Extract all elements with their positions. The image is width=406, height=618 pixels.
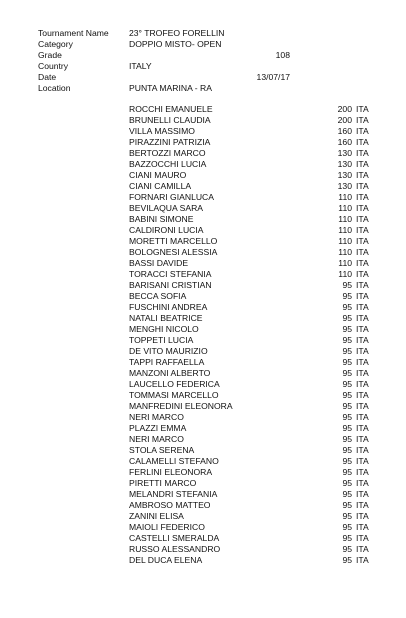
player-name: TAPPI RAFFAELLA [129,357,205,367]
player-country: ITA [356,555,369,565]
player-row [0,467,406,478]
player-points: 95 [342,280,352,290]
player-row [0,445,406,456]
player-row [0,148,406,159]
tournament-value: 23° TROFEO FORELLIN [129,28,225,38]
player-name: MAIOLI FEDERICO [129,522,205,532]
player-country: ITA [356,401,369,411]
player-row [0,357,406,368]
player-name: RUSSO ALESSANDRO [129,544,221,554]
player-row [0,181,406,192]
player-row [0,533,406,544]
player-points: 95 [342,379,352,389]
player-points: 95 [342,511,352,521]
player-points: 110 [338,269,352,279]
player-row [0,555,406,566]
player-points: 95 [342,335,352,345]
player-points: 95 [342,489,352,499]
player-country: ITA [356,170,369,180]
player-country: ITA [356,335,369,345]
player-points: 95 [342,522,352,532]
player-country: ITA [356,368,369,378]
player-points: 130 [337,181,352,191]
country-label: Country [38,61,69,71]
player-points: 95 [342,478,352,488]
player-points: 160 [337,137,352,147]
player-country: ITA [356,544,369,554]
player-points: 95 [342,346,352,356]
player-name: MANZONI ALBERTO [129,368,211,378]
location-value: PUNTA MARINA - RA [129,83,212,93]
player-points: 95 [342,302,352,312]
player-country: ITA [356,181,369,191]
player-row [0,434,406,445]
player-points: 95 [342,533,352,543]
player-name: LAUCELLO FEDERICA [129,379,220,389]
player-name: VILLA MASSIMO [129,126,195,136]
player-row [0,313,406,324]
player-points: 95 [342,412,352,422]
player-row [0,159,406,170]
player-country: ITA [356,302,369,312]
country-value: ITALY [129,61,152,71]
date-row [0,72,406,83]
player-row [0,456,406,467]
date-value: 13/07/17 [256,72,290,82]
player-row [0,335,406,346]
player-country: ITA [356,390,369,400]
player-row [0,500,406,511]
player-name: BAZZOCCHI LUCIA [129,159,207,169]
player-points: 95 [342,291,352,301]
player-country: ITA [356,357,369,367]
player-name: TORACCI STEFANIA [129,269,212,279]
player-name: MANFREDINI ELEONORA [129,401,233,411]
player-name: BARISANI CRISTIAN [129,280,212,290]
player-country: ITA [356,126,369,136]
player-country: ITA [356,500,369,510]
player-country: ITA [356,214,369,224]
player-country: ITA [356,511,369,521]
player-points: 95 [342,368,352,378]
player-points: 110 [338,258,352,268]
player-points: 130 [337,170,352,180]
player-country: ITA [356,192,369,202]
category-value: DOPPIO MISTO- OPEN [129,39,222,49]
player-country: ITA [356,258,369,268]
player-row [0,379,406,390]
player-row [0,423,406,434]
player-row [0,137,406,148]
grade-row [0,50,406,61]
grade-value: 108 [275,50,290,60]
player-row [0,192,406,203]
player-country: ITA [356,269,369,279]
player-country: ITA [356,346,369,356]
date-label: Date [38,72,57,82]
player-name: PIRETTI MARCO [129,478,197,488]
player-row [0,324,406,335]
player-row [0,522,406,533]
player-points: 130 [337,159,352,169]
player-points: 95 [342,357,352,367]
player-row [0,170,406,181]
player-name: PIRAZZINI PATRIZIA [129,137,211,147]
player-points: 95 [342,324,352,334]
player-country: ITA [356,445,369,455]
player-country: ITA [356,247,369,257]
player-name: BEVILAQUA SARA [129,203,204,213]
player-name: MELANDRI STEFANIA [129,489,218,499]
player-country: ITA [356,159,369,169]
player-name: CIANI MAURO [129,170,187,180]
player-country: ITA [356,137,369,147]
player-points: 95 [342,313,352,323]
player-list [0,104,406,566]
player-country: ITA [356,324,369,334]
player-row [0,203,406,214]
player-country: ITA [356,478,369,488]
player-row [0,412,406,423]
player-points: 110 [338,236,352,246]
player-country: ITA [356,115,369,125]
player-row [0,247,406,258]
player-country: ITA [356,434,369,444]
player-name: NATALI BEATRICE [129,313,203,323]
player-points: 200 [337,104,352,114]
player-points: 95 [342,401,352,411]
player-name: PLAZZI EMMA [129,423,187,433]
player-row [0,401,406,412]
player-name: FERLINI ELEONORA [129,467,213,477]
player-name: TOPPETI LUCIA [129,335,194,345]
player-points: 95 [342,544,352,554]
player-name: DEL DUCA ELENA [129,555,203,565]
player-country: ITA [356,236,369,246]
player-row [0,236,406,247]
player-points: 200 [337,115,352,125]
player-name: BABINI SIMONE [129,214,194,224]
player-country: ITA [356,291,369,301]
player-country: ITA [356,104,369,114]
player-row [0,478,406,489]
player-name: FUSCHINI ANDREA [129,302,208,312]
player-points: 95 [342,467,352,477]
player-country: ITA [356,489,369,499]
player-name: CASTELLI SMERALDA [129,533,220,543]
player-row [0,489,406,500]
player-country: ITA [356,280,369,290]
player-country: ITA [356,522,369,532]
player-row [0,346,406,357]
player-name: AMBROSO MATTEO [129,500,211,510]
player-points: 95 [342,555,352,565]
player-row [0,214,406,225]
player-name: BECCA SOFIA [129,291,187,301]
player-name: ROCCHI EMANUELE [129,104,213,114]
player-row [0,225,406,236]
player-name: DE VITO MAURIZIO [129,346,208,356]
player-name: NERI MARCO [129,434,184,444]
player-country: ITA [356,379,369,389]
player-points: 95 [342,423,352,433]
player-row [0,544,406,555]
player-row [0,302,406,313]
category-label: Category [38,39,73,49]
player-row [0,104,406,115]
player-row [0,258,406,269]
player-points: 130 [337,148,352,158]
player-name: MENGHI NICOLO [129,324,199,334]
player-country: ITA [356,412,369,422]
player-country: ITA [356,313,369,323]
country-row [0,61,406,72]
player-name: BRUNELLI CLAUDIA [129,115,211,125]
player-name: CALAMELLI STEFANO [129,456,219,466]
player-name: ZANINI ELISA [129,511,184,521]
player-name: CIANI CAMILLA [129,181,192,191]
player-row [0,291,406,302]
player-name: NERI MARCO [129,412,184,422]
player-country: ITA [356,203,369,213]
player-name: BASSI DAVIDE [129,258,189,268]
player-points: 95 [342,390,352,400]
player-name: TOMMASI MARCELLO [129,390,219,400]
player-points: 95 [342,456,352,466]
category-row [0,39,406,50]
location-row [0,83,406,94]
player-points: 110 [338,214,352,224]
player-row [0,368,406,379]
player-name: FORNARI GIANLUCA [129,192,214,202]
player-country: ITA [356,225,369,235]
player-points: 95 [342,434,352,444]
player-country: ITA [356,467,369,477]
player-country: ITA [356,148,369,158]
player-row [0,390,406,401]
player-row [0,511,406,522]
player-country: ITA [356,533,369,543]
player-row [0,280,406,291]
player-points: 110 [338,225,352,235]
player-row [0,115,406,126]
tournament-row [0,28,406,39]
player-points: 110 [338,192,352,202]
player-name: BERTOZZI MARCO [129,148,206,158]
player-points: 110 [338,247,352,257]
player-row [0,269,406,280]
player-points: 95 [342,500,352,510]
player-name: MORETTI MARCELLO [129,236,218,246]
player-name: STOLA SERENA [129,445,195,455]
player-country: ITA [356,456,369,466]
player-points: 95 [342,445,352,455]
player-row [0,126,406,137]
player-name: BOLOGNESI ALESSIA [129,247,218,257]
player-country: ITA [356,423,369,433]
player-points: 110 [338,203,352,213]
location-label: Location [38,83,71,93]
player-points: 160 [337,126,352,136]
tournament-label: Tournament Name [38,28,109,38]
player-name: CALDIRONI LUCIA [129,225,204,235]
grade-label: Grade [38,50,62,60]
